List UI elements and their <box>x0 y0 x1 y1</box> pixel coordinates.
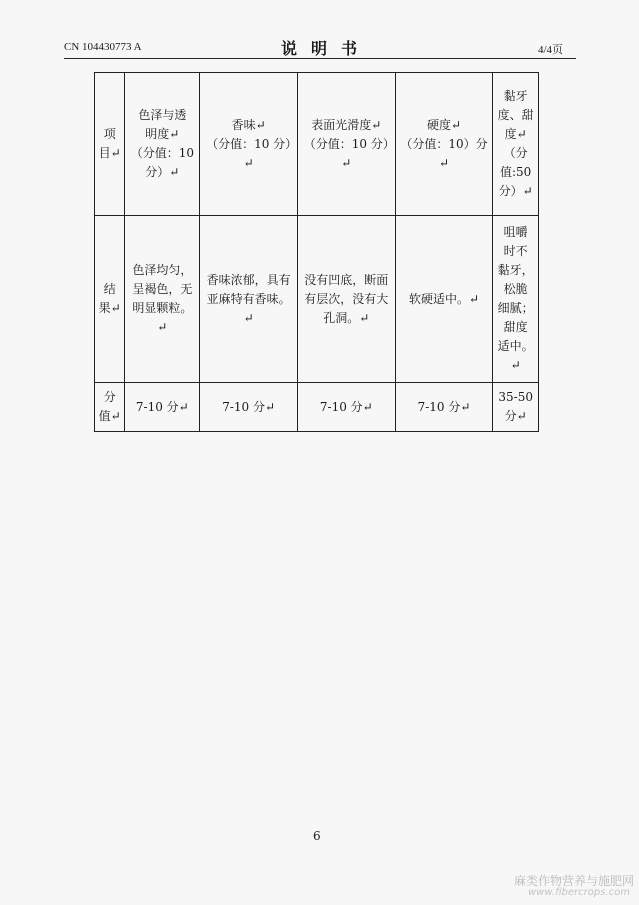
table-cell: 项 目↵ <box>95 73 125 216</box>
table-row-scores <box>95 383 539 432</box>
table-cell: 色泽均匀， 呈褐色，无 明显颗粒。↵ <box>125 216 200 383</box>
table-cell: 没有凹底，断面 有层次，没有大 孔洞。↵ <box>297 216 395 383</box>
table-cell: 分 值↵ <box>95 383 125 432</box>
table-cell: 香味↵ （分值：10 分）↵ <box>200 73 298 216</box>
table-cell: 35-50 分↵ <box>493 383 539 432</box>
watermark-text: 麻类作物营养与施肥网 <box>514 874 635 888</box>
table-cell: 软硬适中。↵ <box>395 216 493 383</box>
table-cell: 7-10 分↵ <box>395 383 493 432</box>
watermark-url: www.fibercrops.com <box>528 887 630 898</box>
table-cell: 黏牙 度、甜 度↵ （分 值:50 分）↵ <box>493 73 539 216</box>
page-indicator: 4/4页 <box>538 44 564 56</box>
table-row-items <box>95 73 539 216</box>
table-cell: 香味浓郁，具有 亚麻特有香味。↵ <box>200 216 298 383</box>
table-cell: 表面光滑度↵ （分值：10 分）↵ <box>297 73 395 216</box>
table-cell: 色泽与透 明度↵ （分值：10 分）↵ <box>125 73 200 216</box>
table-cell: 咀嚼 时不 黏牙， 松脆 细腻； 甜度 适中。↵ <box>493 216 539 383</box>
document-type-title: 说明书 <box>281 39 372 58</box>
evaluation-table <box>94 72 539 432</box>
page-number: 6 <box>313 829 321 843</box>
table-cell: 7-10 分↵ <box>125 383 200 432</box>
table-cell: 7-10 分↵ <box>297 383 395 432</box>
patent-number: CN 104430773 A <box>64 41 142 53</box>
table-cell: 7-10 分↵ <box>200 383 298 432</box>
header-rule <box>64 58 576 59</box>
table-row-results <box>95 216 539 383</box>
table-cell: 硬度↵ （分值：10）分↵ <box>395 73 493 216</box>
table-cell: 结 果↵ <box>95 216 125 383</box>
